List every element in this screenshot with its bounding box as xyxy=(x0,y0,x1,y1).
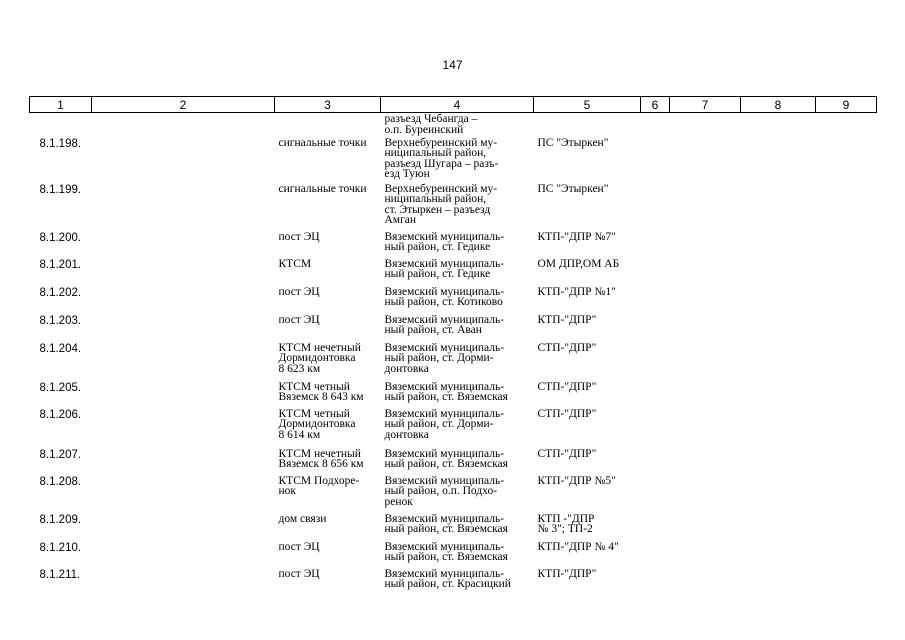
cell-col-9 xyxy=(816,314,877,342)
power-source: КТП-"ДПР №1" xyxy=(537,285,616,298)
table-row xyxy=(30,541,877,568)
cell-col-8 xyxy=(741,137,816,183)
table-row xyxy=(30,231,877,258)
cell-col-8 xyxy=(741,513,816,541)
cell-col-9 xyxy=(816,231,877,258)
cell-col-9 xyxy=(816,183,877,231)
object-address: Вяземский муниципаль- ный район, ст. Дорми- донтовка xyxy=(384,341,505,375)
cell-col-9 xyxy=(816,381,877,408)
cell-col-8 xyxy=(741,183,816,231)
cell-col-6 xyxy=(641,183,670,231)
cell-col-7 xyxy=(670,448,741,475)
power-source: ПС "Этыркен" xyxy=(537,136,609,149)
cell-col-9 xyxy=(816,408,877,448)
cell-col-9 xyxy=(816,258,877,286)
row-number: 8.1.200. xyxy=(39,231,82,244)
object-type: КТСМ Подхоре- нок xyxy=(278,474,360,497)
column-header-4: 4 xyxy=(381,97,534,113)
cell-col-6 xyxy=(641,113,670,137)
cell-col-2 xyxy=(92,113,275,137)
cell-col-8 xyxy=(741,342,816,381)
cell-col-9 xyxy=(816,448,877,475)
object-type: пост ЭЦ xyxy=(278,285,320,298)
object-address: Верхнебуреинский му- ниципальный район, ст. Этыркен – разъезд Амган xyxy=(384,182,498,226)
cell-col-7 xyxy=(670,183,741,231)
cell-col-7 xyxy=(670,314,741,342)
object-type: КТСМ нечетный Вяземск 8 656 км xyxy=(278,447,364,470)
row-number: 8.1.199. xyxy=(39,183,82,196)
cell-col-2 xyxy=(92,513,275,541)
object-type: КТСМ нечетный Дормидонтовка 8 623 км xyxy=(278,341,361,375)
object-type: дом связи xyxy=(278,512,327,525)
cell-col-7 xyxy=(670,342,741,381)
cell-col-6 xyxy=(641,448,670,475)
column-header-5: 5 xyxy=(534,97,641,113)
cell-col-8 xyxy=(741,448,816,475)
row-number: 8.1.205. xyxy=(39,381,82,394)
power-source: КТП-"ДПР" xyxy=(537,567,597,580)
cell-col-7 xyxy=(670,231,741,258)
row-number: 8.1.209. xyxy=(39,513,82,526)
object-type: пост ЭЦ xyxy=(278,313,320,326)
power-source: ПС "Этыркен" xyxy=(537,182,609,195)
table-row xyxy=(30,475,877,513)
cell-col-9 xyxy=(816,568,877,598)
row-number: 8.1.207. xyxy=(39,448,82,461)
table-body xyxy=(30,113,877,598)
table-row xyxy=(30,314,877,342)
object-address: Вяземский муниципаль- ный район, ст. Гедике xyxy=(384,230,505,253)
object-address: Вяземский муниципаль- ный район, ст. Аван xyxy=(384,313,505,336)
cell-col-7 xyxy=(670,381,741,408)
cell-col-7 xyxy=(670,258,741,286)
object-address: Верхнебуреинский му- ниципальный район, разъезд Шугара – разъ- езд Туюн xyxy=(384,136,499,180)
row-number: 8.1.204. xyxy=(39,342,82,355)
cell-col-2 xyxy=(92,541,275,568)
column-header-3: 3 xyxy=(275,97,381,113)
table-row xyxy=(30,137,877,183)
cell-col-2 xyxy=(92,231,275,258)
cell-col-6 xyxy=(641,408,670,448)
column-header-7: 7 xyxy=(670,97,741,113)
object-type: пост ЭЦ xyxy=(278,540,320,553)
row-number: 8.1.211. xyxy=(39,568,81,581)
cell-col-7 xyxy=(670,568,741,598)
cell-col-7 xyxy=(670,475,741,513)
cell-col-6 xyxy=(641,342,670,381)
cell-col-8 xyxy=(741,568,816,598)
cell-col-6 xyxy=(641,475,670,513)
power-source: КТП-"ДПР № 4" xyxy=(537,540,619,553)
object-type xyxy=(275,113,381,137)
object-type: КТСМ четный Дормидонтовка 8 614 км xyxy=(278,407,356,441)
table-row xyxy=(30,568,877,598)
cell-col-6 xyxy=(641,314,670,342)
object-type: пост ЭЦ xyxy=(278,230,320,243)
cell-col-2 xyxy=(92,448,275,475)
row-number xyxy=(30,113,92,137)
power-source: ОМ ДПР,ОМ АБ xyxy=(537,257,620,270)
cell-col-7 xyxy=(670,408,741,448)
object-address: Вяземский муниципаль- ный район, ст. Вяземская xyxy=(384,512,508,535)
cell-col-9 xyxy=(816,475,877,513)
cell-col-2 xyxy=(92,408,275,448)
cell-col-7 xyxy=(670,286,741,314)
cell-col-8 xyxy=(741,113,816,137)
cell-col-9 xyxy=(816,137,877,183)
object-address: Вяземский муниципаль- ный район, ст. Вяземская xyxy=(384,447,508,470)
cell-col-6 xyxy=(641,513,670,541)
object-type: пост ЭЦ xyxy=(278,567,320,580)
cell-col-6 xyxy=(641,286,670,314)
cell-col-2 xyxy=(92,183,275,231)
page-number: 147 xyxy=(442,58,463,72)
table-row xyxy=(30,513,877,541)
cell-col-8 xyxy=(741,258,816,286)
cell-col-8 xyxy=(741,408,816,448)
row-number: 8.1.203. xyxy=(39,314,82,327)
table-row xyxy=(30,113,877,137)
column-header-row xyxy=(30,97,877,113)
power-source xyxy=(534,113,641,137)
row-number: 8.1.208. xyxy=(39,475,82,488)
object-address: разъезд Чебангда – о.п. Буреинский xyxy=(384,113,478,136)
cell-col-8 xyxy=(741,475,816,513)
row-number: 8.1.198. xyxy=(39,137,82,150)
object-type: сигнальные точки xyxy=(278,136,367,149)
cell-col-8 xyxy=(741,231,816,258)
power-source: СТП-"ДПР" xyxy=(537,341,597,354)
row-number: 8.1.201. xyxy=(39,258,82,271)
cell-col-6 xyxy=(641,541,670,568)
object-address: Вяземский муниципаль- ный район, ст. Гедике xyxy=(384,257,505,280)
column-header-1: 1 xyxy=(30,97,92,113)
cell-col-9 xyxy=(816,113,877,137)
power-source: СТП-"ДПР" xyxy=(537,447,597,460)
cell-col-7 xyxy=(670,137,741,183)
power-source: СТП-"ДПР" xyxy=(537,380,597,393)
data-table xyxy=(29,96,877,598)
object-address: Вяземский муниципаль- ный район, о.п. Подхо- ренок xyxy=(384,474,505,508)
cell-col-2 xyxy=(92,258,275,286)
cell-col-6 xyxy=(641,568,670,598)
cell-col-8 xyxy=(741,381,816,408)
column-header-2: 2 xyxy=(92,97,275,113)
table-row xyxy=(30,258,877,286)
row-number: 8.1.206. xyxy=(39,408,82,421)
table-row xyxy=(30,381,877,408)
object-type: КТСМ четный Вяземск 8 643 км xyxy=(278,380,364,403)
cell-col-9 xyxy=(816,342,877,381)
object-type: КТСМ xyxy=(278,257,312,270)
cell-col-9 xyxy=(816,541,877,568)
table-row xyxy=(30,183,877,231)
table-row xyxy=(30,342,877,381)
cell-col-7 xyxy=(670,113,741,137)
object-address: Вяземский муниципаль- ный район, ст. Вяземская xyxy=(384,540,508,563)
power-source: КТП-"ДПР №7" xyxy=(537,230,616,243)
cell-col-2 xyxy=(92,568,275,598)
cell-col-8 xyxy=(741,541,816,568)
table-row xyxy=(30,286,877,314)
power-source: КТП-"ДПР" xyxy=(537,313,597,326)
column-header-9: 9 xyxy=(816,97,877,113)
power-source: КТП -"ДПР № 3"; ТП-2 xyxy=(537,512,595,535)
power-source: КТП-"ДПР №5" xyxy=(537,474,616,487)
cell-col-2 xyxy=(92,286,275,314)
power-source: СТП-"ДПР" xyxy=(537,407,597,420)
cell-col-7 xyxy=(670,541,741,568)
cell-col-9 xyxy=(816,286,877,314)
cell-col-8 xyxy=(741,314,816,342)
cell-col-6 xyxy=(641,258,670,286)
cell-col-6 xyxy=(641,231,670,258)
cell-col-8 xyxy=(741,286,816,314)
table-row xyxy=(30,408,877,448)
cell-col-2 xyxy=(92,475,275,513)
column-header-8: 8 xyxy=(741,97,816,113)
object-address: Вяземский муниципаль- ный район, ст. Котиково xyxy=(384,285,505,308)
cell-col-7 xyxy=(670,513,741,541)
table-row xyxy=(30,448,877,475)
cell-col-2 xyxy=(92,381,275,408)
object-address: Вяземский муниципаль- ный район, ст. Красицкий xyxy=(384,567,511,590)
object-address: Вяземский муниципаль- ный район, ст. Вяземская xyxy=(384,380,508,403)
column-header-6: 6 xyxy=(641,97,670,113)
cell-col-2 xyxy=(92,342,275,381)
cell-col-6 xyxy=(641,137,670,183)
row-number: 8.1.202. xyxy=(39,286,82,299)
cell-col-9 xyxy=(816,513,877,541)
cell-col-6 xyxy=(641,381,670,408)
row-number: 8.1.210. xyxy=(39,541,82,554)
object-type: сигнальные точки xyxy=(278,182,367,195)
object-address: Вяземский муниципаль- ный район, ст. Дорми- донтовка xyxy=(384,407,505,441)
cell-col-2 xyxy=(92,314,275,342)
cell-col-2 xyxy=(92,137,275,183)
